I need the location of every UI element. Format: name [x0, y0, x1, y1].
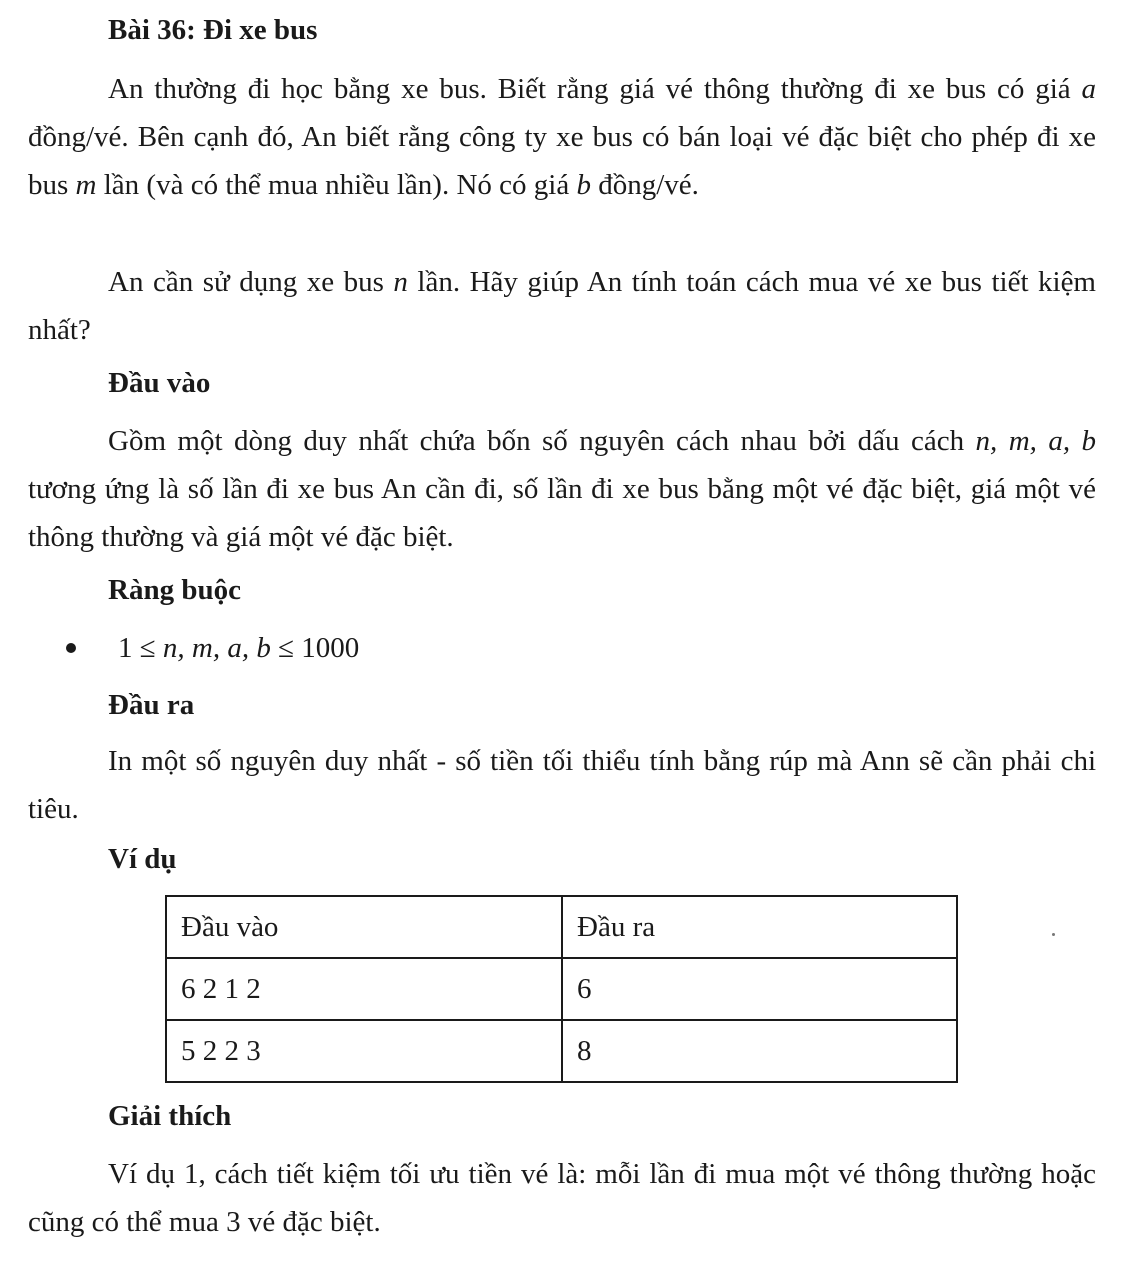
intro-paragraph-2: [28, 258, 1096, 354]
constraints-heading: Ràng buộc: [108, 574, 241, 606]
input-heading: Đầu vào: [108, 367, 211, 399]
example-heading: Ví dụ: [108, 843, 177, 875]
variable-a: a: [1081, 73, 1096, 105]
header-output-cell: Đầu ra: [562, 896, 957, 958]
variable-b: b: [576, 169, 591, 201]
intro-text-segment: đồng/vé. Bên cạnh đó, An biết rằng công ty xe bus có bán loại vé đặc biệt cho phép đi xe bus: [28, 121, 1096, 201]
intro-text-segment: lần. Hãy giúp An tính toán cách mua vé xe bus tiết kiệm nhất?: [28, 266, 1096, 346]
output-description: In một số nguyên duy nhất - số tiền tối thiểu tính bằng rúp mà Ann sẽ cần phải chi tiêu.: [28, 745, 1096, 825]
explanation-heading: Giải thích: [108, 1100, 232, 1132]
scan-speck: [1052, 933, 1055, 936]
input-text-segment: tương ứng là số lần đi xe bus An cần đi, số lần đi xe bus bằng một vé đặc biệt, giá một vé thông thường và giá một vé đặc biệt.: [28, 473, 1096, 553]
intro-text-segment: lần (và có thể mua nhiều lần). Nó có giá: [96, 169, 577, 201]
intro-text-segment: An cần sử dụng xe bus: [108, 266, 394, 298]
table-row: [166, 958, 957, 1020]
output-heading: Đầu ra: [108, 689, 195, 721]
constraint-lower: 1 ≤: [118, 632, 163, 664]
input-cell: 6 2 1 2: [166, 958, 562, 1020]
example-table: [165, 895, 958, 1083]
output-cell: 8: [562, 1020, 957, 1082]
intro-text-segment: đồng/vé.: [590, 169, 699, 201]
bullet-icon: [66, 643, 76, 653]
variable-n: n: [393, 266, 408, 298]
constraint-variables: n, m, a, b: [162, 632, 271, 664]
intro-paragraph-1: [28, 65, 1096, 209]
input-text-segment: Gồm một dòng duy nhất chứa bốn số nguyên cách nhau bởi dấu cách: [108, 425, 976, 457]
table-header-row: [166, 896, 957, 958]
table-row: [166, 1020, 957, 1082]
input-cell: 5 2 2 3: [166, 1020, 562, 1082]
intro-text-segment: An thường đi học bằng xe bus. Biết rằng giá vé thông thường đi xe bus có giá: [108, 73, 1082, 105]
variable-m: m: [75, 169, 97, 201]
input-description: [28, 417, 1096, 561]
input-variables: n, m, a, b: [975, 425, 1096, 457]
output-cell: 6: [562, 958, 957, 1020]
explanation-text: Ví dụ 1, cách tiết kiệm tối ưu tiền vé là: mỗi lần đi mua một vé thông thường hoặc cũng có thể mua 3 vé đặc biệt.: [28, 1158, 1096, 1238]
header-input-cell: Đầu vào: [166, 896, 562, 958]
problem-title: Bài 36: Đi xe bus: [108, 14, 318, 46]
constraint-upper: ≤ 1000: [270, 632, 360, 664]
constraint-text: [118, 628, 359, 668]
